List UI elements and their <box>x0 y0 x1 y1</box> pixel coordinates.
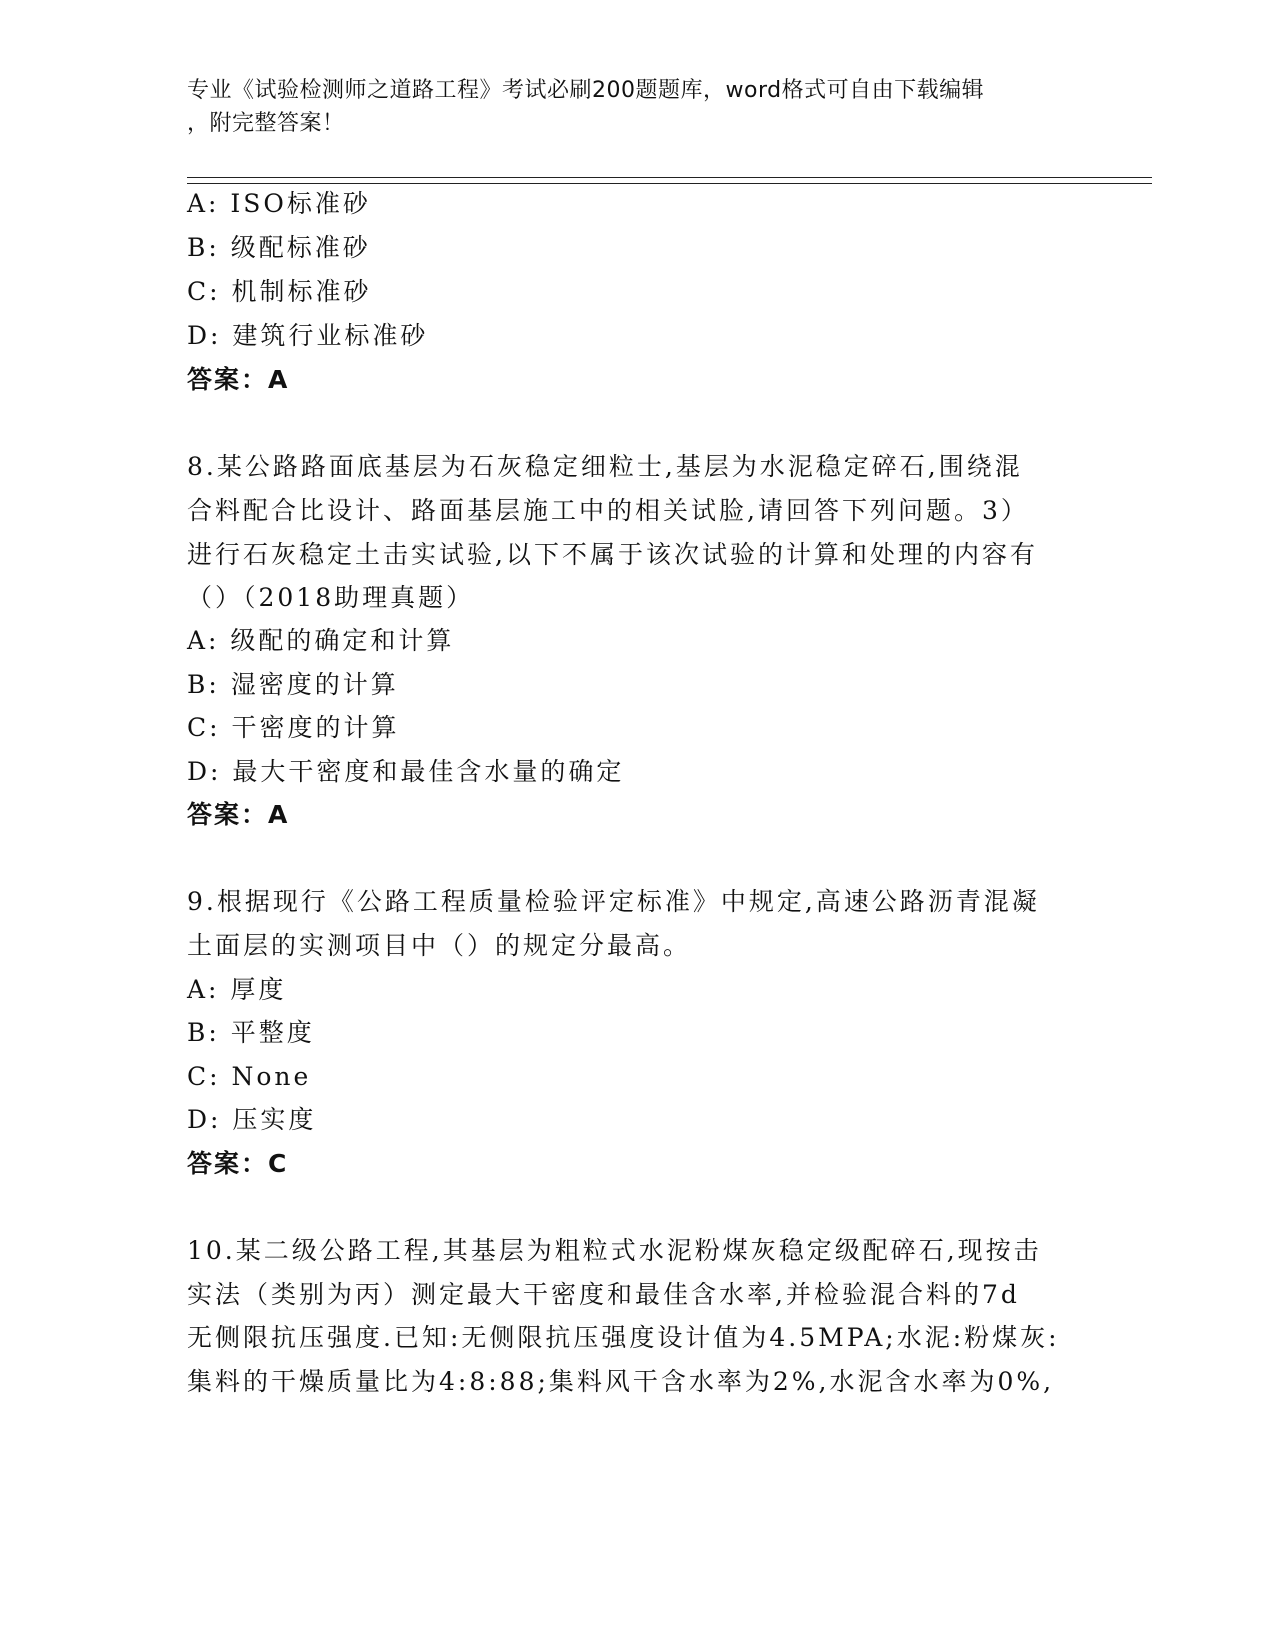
q10-stem-line-1: 10.某二级公路工程,其基层为粗粒式水泥粉煤灰稳定级配碎石,现按击 <box>187 1236 1042 1265</box>
header-line-2: ，附完整答案！ <box>187 111 345 136</box>
q8-stem-line-4: （）（2018助理真题） <box>187 583 475 612</box>
header-divider-bottom <box>187 183 1152 184</box>
q10-stem-line-4: 集料的干燥质量比为4:8:88;集料风干含水率为2%,水泥含水率为0%, <box>187 1367 1055 1396</box>
q7-option-d: D: 建筑行业标准砂 <box>187 321 429 350</box>
q9-option-a: A: 厚度 <box>187 975 287 1004</box>
q9-answer: 答案：C <box>187 1149 289 1178</box>
q8-option-b: B: 湿密度的计算 <box>187 670 399 699</box>
q8-stem-line-1: 8.某公路路面底基层为石灰稳定细粒士,基层为水泥稳定碎石,围绕混 <box>187 452 1023 481</box>
q7-option-a: A: ISO标准砂 <box>187 189 371 218</box>
q8-option-c: C: 干密度的计算 <box>187 713 400 742</box>
q8-stem-line-2: 合料配合比设计、路面基层施工中的相关试脸,请回答下列问题。3） <box>187 496 1029 525</box>
q7-option-b: B: 级配标准砂 <box>187 233 371 262</box>
q8-option-a: A: 级配的确定和计算 <box>187 626 455 655</box>
q10-stem-line-3: 无侧限抗压强度.已知:无侧限抗压强度设计值为4.5MPA;水泥:粉煤灰: <box>187 1323 1060 1352</box>
q8-option-d: D: 最大干密度和最佳含水量的确定 <box>187 757 625 786</box>
q10-stem-line-2: 实法（类别为丙）测定最大干密度和最佳含水率,并检验混合料的7d <box>187 1280 1020 1309</box>
q8-stem-line-3: 进行石灰稳定土击实试验,以下不属于该次试验的计算和处理的内容有 <box>187 540 1038 569</box>
q9-option-c: C: None <box>187 1062 312 1091</box>
q8-answer: 答案：A <box>187 800 290 829</box>
q9-option-d: D: 压实度 <box>187 1105 317 1134</box>
q9-stem-line-2: 土面层的实测项目中（）的规定分最高。 <box>187 931 692 960</box>
q7-option-c: C: 机制标准砂 <box>187 277 372 306</box>
q9-option-b: B: 平整度 <box>187 1018 315 1047</box>
header-line-1: 专业《试验检测师之道路工程》考试必刷200题题库，word格式可自由下载编辑 <box>187 78 985 103</box>
document-header <box>187 74 1067 140</box>
q9-stem-line-1: 9.根据现行《公路工程质量检验评定标准》中规定,高速公路沥青混凝 <box>187 887 1040 916</box>
q7-answer: 答案：A <box>187 365 290 394</box>
header-divider-top <box>187 177 1152 178</box>
